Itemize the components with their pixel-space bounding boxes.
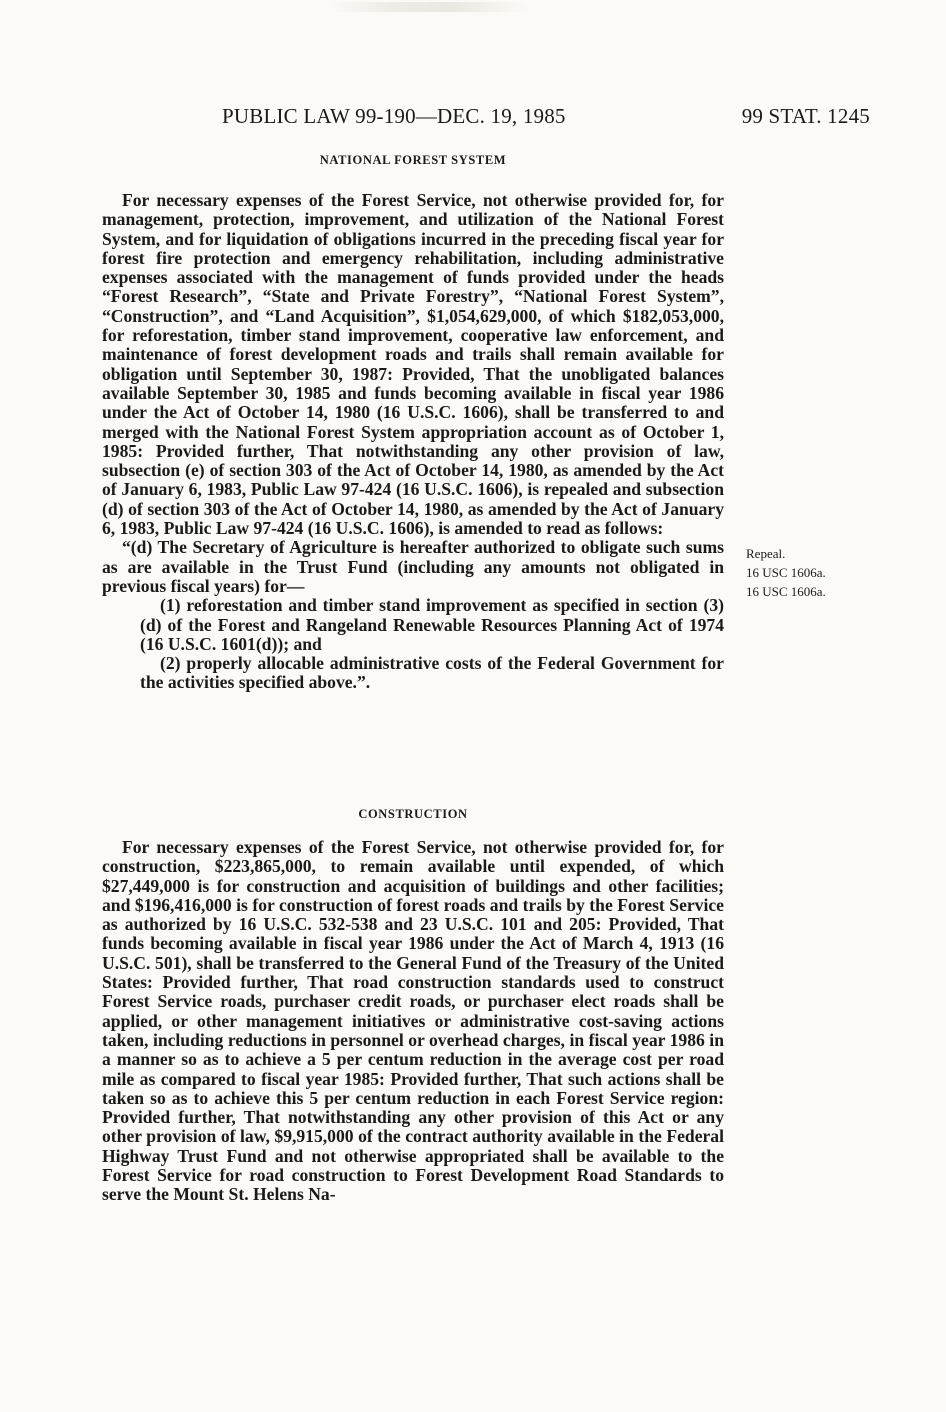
page-header — [222, 104, 870, 129]
paragraph: For necessary expenses of the Forest Service, not otherwise provided for, for management, protection, improvement, and utilization of the National Forest System, and for liquidation of obligations incurred in the preceding fiscal year for forest fire protection and emergency rehabilitation, including administrative expenses associated with the management of funds provided under the heads “Forest Research”, “State and Private Forestry”, “National Forest System”, “Construction”, and “Land Acquisition”, $1,054,629,000, of which $182,053,000, for reforestation, timber stand improvement, cooperative law enforcement, and maintenance of forest development roads and trails shall remain available for obligation until September 30, 1987: Provided, That the unobligated balances available September 30, 1985 and funds becoming available in fiscal year 1986 under the Act of October 14, 1980 (16 U.S.C. 1606), shall be transferred to and merged with the National Forest System appropriation account as of October 1, 1985: Provided further, That notwithstanding any other provision of law, subsection (e) of section 303 of the Act of October 14, 1980, as amended by the Act of January 6, 1983, Public Law 97-424 (16 U.S.C. 1606), is repealed and subsection (d) of section 303 of the Act of October 14, 1980, as amended by the Act of January 6, 1983, Public Law 97-424 (16 U.S.C. 1606), is amended to read as follows: — [102, 190, 724, 539]
scan-artifact — [330, 2, 530, 12]
margin-note-usc: 16 USC 1606a. — [746, 584, 826, 599]
header-title: PUBLIC LAW 99-190—DEC. 19, 1985 — [222, 104, 566, 128]
paragraph: For necessary expenses of the Forest Service, not otherwise provided for, for construction, $223,865,000, to remain available until expended, of which $27,449,000 is for construction and acquisition of buildings and other facilities; and $196,416,000 is for construction of forest roads and trails by the Forest Service as authorized by 16 U.S.C. 532-538 and 23 U.S.C. 101 and 205: Provided, That funds becoming available in fiscal year 1986 under the Act of March 4, 1913 (16 U.S.C. 501), shall be transferred to the General Fund of the Treasury of the United States: Provided further, That road construction standards used to construct Forest Service roads, purchaser credit roads, or purchaser elect roads shall be applied, or other management initiatives or administrative cost-saving actions taken, including reductions in personnel or overhead charges, in fiscal year 1986 in a manner so as to achieve a 5 per centum reduction in the average cost per road mile as compared to fiscal year 1985: Provided further, That such actions shall be taken so as to achieve this 5 per centum reduction in each Forest Service region: Provided further, That notwithstanding any other provision of this Act or any other provision of law, $9,915,000 of the contract authority available in the Federal Highway Trust Fund and not otherwise appropriated shall be available to the Forest Service for road construction to Forest Development Road Standards to serve the Mount St. Helens Na- — [102, 837, 724, 1205]
header-stat-citation: 99 STAT. 1245 — [741, 104, 870, 128]
paragraph: (2) properly allocable administrative costs of the Federal Government for the activities specified above.”. — [140, 653, 724, 693]
section-title-construction: CONSTRUCTION — [358, 807, 468, 821]
section-body-construction — [102, 838, 724, 1205]
paragraph: (1) reforestation and timber stand improvement as specified in section (3)(d) of the Forest and Rangeland Renewable Resources Planning Act of 1974 (16 U.S.C. 1601(d)); and — [140, 595, 724, 654]
margin-note-repeal: Repeal. — [746, 546, 786, 561]
section-title-national-forest-system: NATIONAL FOREST SYSTEM — [319, 153, 507, 167]
margin-note-usc: 16 USC 1606a. — [746, 565, 826, 580]
margin-notes — [746, 544, 826, 601]
paragraph: “(d) The Secretary of Agriculture is hereafter authorized to obligate such sums as are available in the Trust Fund (including any amounts not obligated in previous fiscal years) for— — [102, 537, 724, 596]
section-body-national-forest-system — [102, 191, 724, 693]
